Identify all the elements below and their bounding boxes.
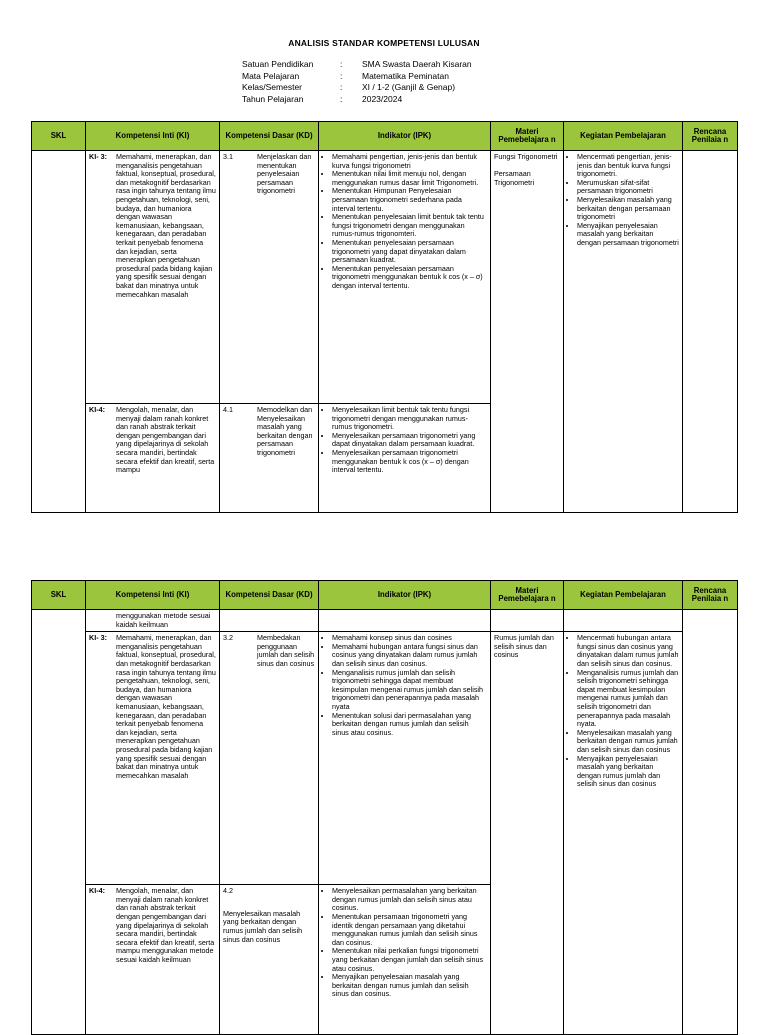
materi-item: Rumus jumlah dan selisih sinus dan cosinus <box>494 633 554 660</box>
ipk-item: • Menentukan persamaan trigonometri yang identik dengan persamaan yang diketahui menggunakan rumus jumlah dan selisih sinus dan cosinus. <box>332 913 487 947</box>
skl-cell <box>32 610 86 1035</box>
kegiatan-item: • Menyajikan penyelesaian masalah yang berkaitan dengan persamaan trigonometri <box>577 222 679 248</box>
ipk-item: • Menentukan Himpunan Penyelesaian persamaan trigonometri sederhana pada interval tertentu. <box>332 187 487 213</box>
kd-text: Menyelesaikan masalah yang berkaitan dengan rumus jumlah dan selisih sinus dan cosinus <box>223 908 303 944</box>
info-row-kelas <box>242 82 472 94</box>
table-row <box>32 151 738 404</box>
info-separator: : <box>340 82 343 92</box>
info-value: Matematika Peminatan <box>362 70 449 81</box>
header-ki: Kompetensi Inti (KI) <box>86 122 220 151</box>
kd-text: Membedakan penggunaan jumlah dan selisih sinus dan cosinus <box>257 633 315 668</box>
info-value: SMA Swasta Daerah Kisaran <box>362 59 472 69</box>
ipk-item: • Menentukan nilai limit menuju nol, dengan menggunakan rumus dasar limit Trigonometri. <box>332 170 487 187</box>
kegiatan-item: • Merumuskan sifat-sifat persamaan trigonometri <box>577 179 679 196</box>
page-title: ANALISIS STANDAR KOMPETENSI LULUSAN <box>288 38 480 48</box>
ki-text: Mengolah, menalar, dan menyaji dalam ranah konkret dan ranah abstrak terkait dengan pengembangan dari yang dipelajarinya di sekolah secara mandiri, bertindak secara efektif dan kreatif, serta mampu menggunakan metode sesuai kaidah keilmuan <box>116 886 215 964</box>
ki-text: Memahami, menerapkan, dan menganalisis pengetahuan faktual, konseptual, prosedural, dan metakognitif berdasarkan rasa ingin tahunya tentang ilmu pengetahuan, teknologi, seni, budaya, dan humaniora dengan wawasan kemanusiaan, kebangsaan, kenegaraan, dan peradaban terkait penyebab fenomena dan kejadian, serta menerapkan pengetahuan prosedural pada bidang kajian yang spesifik sesuai dengan bakat dan minatnya untuk memecahkan masalah <box>116 633 216 780</box>
info-label: Kelas/Semester <box>242 82 302 92</box>
info-separator: : <box>340 70 343 81</box>
materi-cell <box>491 632 564 1035</box>
ipk-item: • Memahami hubungan antara fungsi sinus dan cosinus yang dinyatakan dalam rumus jumlah dan selisih sinus dan cosinus. <box>332 643 487 669</box>
ipk-item: • Menentukan nilai perkalian fungsi trigonometri yang berkaitan dengan jumlah dan selisih sinus atau cosinus. <box>332 947 487 973</box>
kd-cell <box>220 885 319 1035</box>
header-materi: Materi Pemebelajara n <box>491 122 564 151</box>
kd-number: 3.2 <box>223 633 233 643</box>
table-header-row <box>32 581 738 610</box>
penilaian-cell <box>683 610 738 1035</box>
header-kegiatan: Kegiatan Pembelajaran <box>564 122 683 151</box>
kegiatan-cell <box>564 151 683 513</box>
kd-number: 4.2 <box>223 886 233 896</box>
info-separator: : <box>340 93 343 104</box>
info-label: Tahun Pelajaran <box>242 93 304 104</box>
header-ki: Kompetensi Inti (KI) <box>86 581 220 610</box>
kegiatan-item: • Menyajikan penyelesaian masalah yang berkaitan dengan rumus jumlah dan selisih sinus dan cosinus <box>577 755 679 789</box>
ki-code: KI- 3: <box>89 633 107 643</box>
kegiatan-cell <box>564 610 683 632</box>
header-skl: SKL <box>32 122 86 151</box>
ki-text: Mengolah, menalar, dan menyaji dalam ranah konkret dan ranah abstrak terkait dengan pengembangan dari yang dipelajarinya di sekolah secara mandiri, bertindak secara efektif dan kreatif, serta mampu <box>116 405 215 475</box>
header-ipk: Indikator (IPK) <box>319 581 491 610</box>
kd-cell <box>220 151 319 404</box>
info-row-satuan <box>242 59 472 71</box>
ipk-cell <box>319 610 491 632</box>
info-separator: : <box>340 59 343 69</box>
ipk-item: • Menentukan penyelesaian limit bentuk tak tentu fungsi trigonometri dengan menggunakan rumus-rumus trigonomteri. <box>332 213 487 239</box>
info-label: Mata Pelajaran <box>242 70 300 81</box>
header-kd: Kompetensi Dasar (KD) <box>220 581 319 610</box>
materi-cell <box>491 610 564 632</box>
header-penilaian: Rencana Penilaia n <box>683 581 738 610</box>
ipk-item: • Menyelesaikan permasalahan yang berkaitan dengan rumus jumlah dan selisih sinus atau cosinus. <box>332 887 487 913</box>
penilaian-cell <box>683 151 738 513</box>
skl-table-1 <box>31 121 738 513</box>
ki-cell <box>86 610 220 632</box>
kegiatan-item: • Menyelesaikan masalah yang berkaitan dengan persamaan trigonometri <box>577 196 679 222</box>
ipk-item: • Menyelesaikan persamaan trigonometri yang dapat dinyatakan dalam persamaan kuadrat. <box>332 432 487 449</box>
ki-cell <box>86 885 220 1035</box>
ki-cell <box>86 151 220 404</box>
table-row <box>32 632 738 885</box>
ipk-item: • Menyajikan penyelesaian masalah yang berkaitan dengan rumus jumlah dan selisih sinus dan cosinus. <box>332 973 487 999</box>
skl-table-2 <box>31 580 738 1035</box>
ipk-item: • Menentukan solusi dari permasalahan yang berkaitan dengan rumus jumlah dan selisih sinus atau cosinus. <box>332 712 487 738</box>
ki-cell <box>86 404 220 513</box>
ipk-item: • Memahami pengertian, jenis-jenis dan bentuk kurva fungsi trigonometri <box>332 153 487 170</box>
ipk-cell <box>319 404 491 513</box>
kegiatan-item: • Mencermati hubungan antara fungsi sinus dan cosinus yang dinyatakan dalam rumus jumlah dan selisih sinus dan cosinus. <box>577 634 679 668</box>
header-ipk: Indikator (IPK) <box>319 122 491 151</box>
ki-text: Memahami, menerapkan, dan menganalisis pengetahuan faktual, konseptual, prosedural, dan metakognitif berdasarkan rasa ingin tahunya tentang ilmu pengetahuan, teknologi, seni, budaya, dan humaniora dengan wawasan kemanusiaan, kebangsaan, kenegaraan, dan peradaban terkait penyebab fenomena dan kejadian, serta menerapkan pengetahuan prosedural pada bidang kajian yang spesifik sesuai dengan bakat dan minatnya untuk memecahkan masalah <box>116 152 216 299</box>
materi-item: Fungsi Trigonometri <box>494 152 558 161</box>
info-row-tahun <box>242 94 472 106</box>
kd-cell <box>220 404 319 513</box>
ipk-cell <box>319 151 491 404</box>
header-skl: SKL <box>32 581 86 610</box>
kd-number: 3.1 <box>223 152 233 161</box>
ipk-item: • Menentukan penyelesaian persamaan trigonometri yang dapat dinyatakan dalam persamaan kuadrat. <box>332 239 487 265</box>
table-header-row <box>32 122 738 151</box>
ki-text: menggunakan metode sesuai kaidah keilmuan <box>116 611 211 629</box>
header-penilaian: Rencana Penilaia n <box>683 122 738 151</box>
table-row-continuation <box>32 610 738 632</box>
header-materi: Materi Pemebelajara n <box>491 581 564 610</box>
ipk-item: • Menganalisis rumus jumlah dan selisih trigonometri sehingga dapat membuat kesimpulan mengenai rumus jumlah dan selisih trigonometri dan penerapannya pada masalah nyata <box>332 669 487 712</box>
header-kd: Kompetensi Dasar (KD) <box>220 122 319 151</box>
ki-code: KI- 3: <box>89 152 107 161</box>
info-row-mapel <box>242 71 472 83</box>
header-kegiatan: Kegiatan Pembelajaran <box>564 581 683 610</box>
kd-cell <box>220 632 319 885</box>
kd-number: 4.1 <box>223 405 233 414</box>
skl-cell <box>32 151 86 513</box>
ipk-item: • Menentukan penyelesaian persamaan trigonometri menggunakan bentuk k cos (x – σ) dengan interval tertentu. <box>332 265 487 291</box>
kegiatan-cell <box>564 632 683 1035</box>
ipk-cell <box>319 632 491 885</box>
ki-code: KI-4: <box>89 886 105 896</box>
kd-cell <box>220 610 319 632</box>
ipk-item: • Memahami konsep sinus dan cosines <box>332 634 487 643</box>
kd-text: Memodelkan dan Menyelesaikan masalah yang berkaitan dengan persamaan trigonometri <box>257 405 313 457</box>
info-value: 2023/2024 <box>362 93 403 104</box>
ki-cell <box>86 632 220 885</box>
info-label: Satuan Pendidikan <box>242 59 314 69</box>
ipk-item: • Menyelesaikan persamaan trigonometri menggunakan bentuk k cos (x – σ) dengan interval tertentu. <box>332 449 487 475</box>
ipk-cell <box>319 885 491 1035</box>
kd-text: Menjelaskan dan menentukan penyelesaian persamaan trigonometri <box>257 152 312 196</box>
document-info <box>242 59 472 105</box>
kegiatan-item: • Menyelesaikan masalah yang berkaitan dengan rumus jumlah dan selisih sinus dan cosinus <box>577 729 679 755</box>
ipk-item: • Menyelesaikan limit bentuk tak tentu fungsi trigonometri dengan menggunakan rumus-rumus trigonometri. <box>332 406 487 432</box>
kegiatan-item: • Menganalisis rumus jumlah dan selisih trigonometri sehingga dapat membuat kesimpulan mengenai rumus jumlah dan selisih trigonometri dan penerapannya pada masalah nyata. <box>577 669 679 729</box>
ki-code: KI-4: <box>89 405 105 414</box>
info-value: XI / 1-2 (Ganjil & Genap) <box>362 82 456 92</box>
materi-cell <box>491 151 564 513</box>
materi-item: Persamaan Trigonometri <box>494 169 535 187</box>
kegiatan-item: • Mencermati pengertian, jenis-jenis dan bentuk kurva fungsi trigonometri. <box>577 153 679 179</box>
